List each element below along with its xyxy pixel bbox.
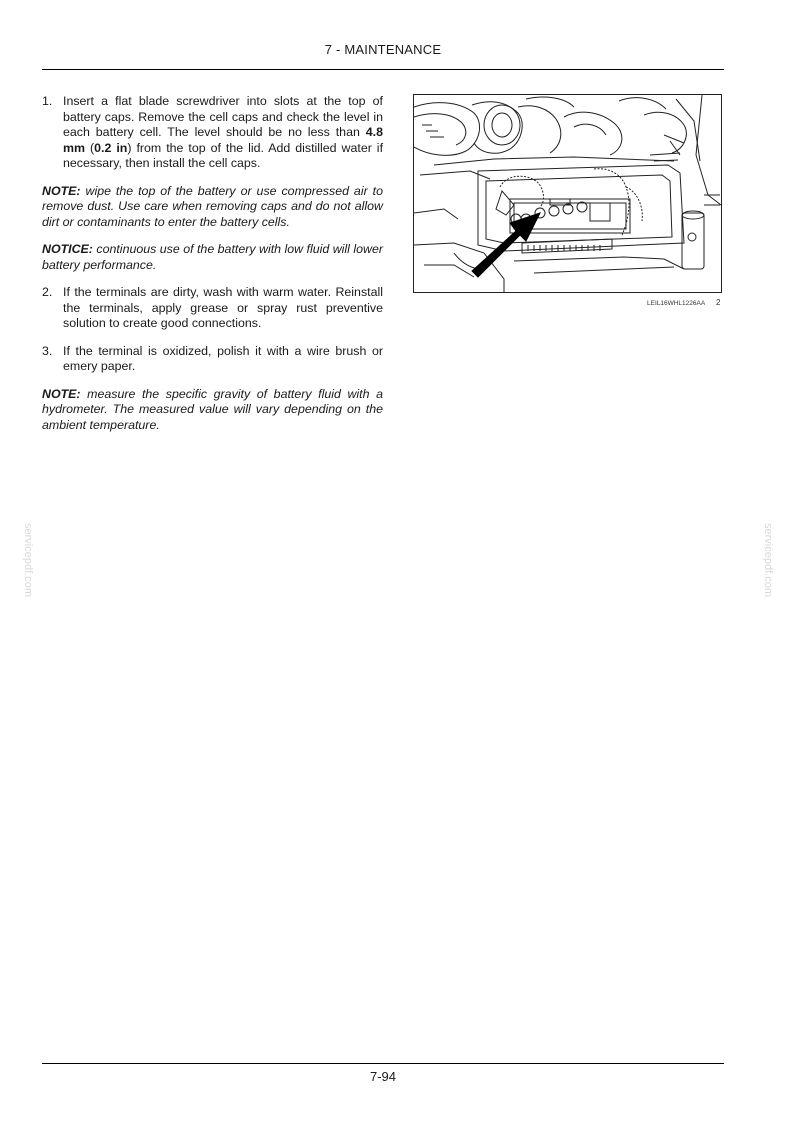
header-rule	[42, 69, 724, 70]
figure-number: 2	[716, 298, 721, 307]
measurement-in: 0.2 in	[94, 140, 128, 155]
watermark-left: servicepdf.com	[22, 523, 34, 597]
step-1	[42, 94, 383, 172]
figure-code: LEIL16WHL1226AA	[647, 300, 706, 307]
note-label: NOTE:	[42, 386, 81, 401]
step-3	[42, 344, 383, 375]
step-text	[63, 94, 383, 172]
step-2	[42, 285, 383, 332]
notice-label: NOTICE:	[42, 242, 93, 256]
step-number: 3.	[42, 343, 53, 358]
battery-line-drawing	[414, 95, 721, 292]
measurement-mm: 4.8 mm	[63, 125, 383, 155]
step-text-part: Insert a flat blade screwdriver into slots at the top of battery caps. Remove the cell caps and check the level in each battery cell. The level should be no less than	[63, 94, 383, 139]
step-number: 2.	[42, 285, 53, 299]
notice-text: continuous use of the battery with low fluid will lower battery performance.	[42, 242, 383, 272]
note-2	[42, 387, 383, 434]
note-label: NOTE:	[42, 183, 81, 198]
step-text: If the terminal is oxidized, polish it with a wire brush or emery paper.	[63, 343, 383, 373]
notice-1	[42, 242, 383, 273]
note-text: wipe the top of the battery or use compressed air to remove dust. Use care when removing caps and do not allow dirt or contaminants to enter the battery cells.	[42, 183, 383, 229]
step-text: If the terminals are dirty, wash with warm water. Reinstall the terminals, apply grease or spray rust preventive solution to create good connections.	[63, 285, 383, 330]
watermark-right: servicepdf.com	[762, 523, 774, 597]
step-text-part: ) from the top of the lid. Add distilled water if necessary, then install the cell caps.	[63, 140, 384, 170]
instruction-column	[42, 94, 383, 445]
step-text-part: (	[85, 140, 95, 155]
page-number: 7-94	[369, 1069, 397, 1084]
page-header-title: 7 - MAINTENANCE	[324, 42, 442, 57]
battery-illustration	[413, 94, 722, 293]
step-number: 1.	[42, 94, 53, 108]
footer-rule	[42, 1063, 724, 1064]
note-1	[42, 184, 383, 231]
note-text: measure the specific gravity of battery fluid with a hydrometer. The measured value will vary depending on the ambient temperature.	[42, 386, 383, 432]
